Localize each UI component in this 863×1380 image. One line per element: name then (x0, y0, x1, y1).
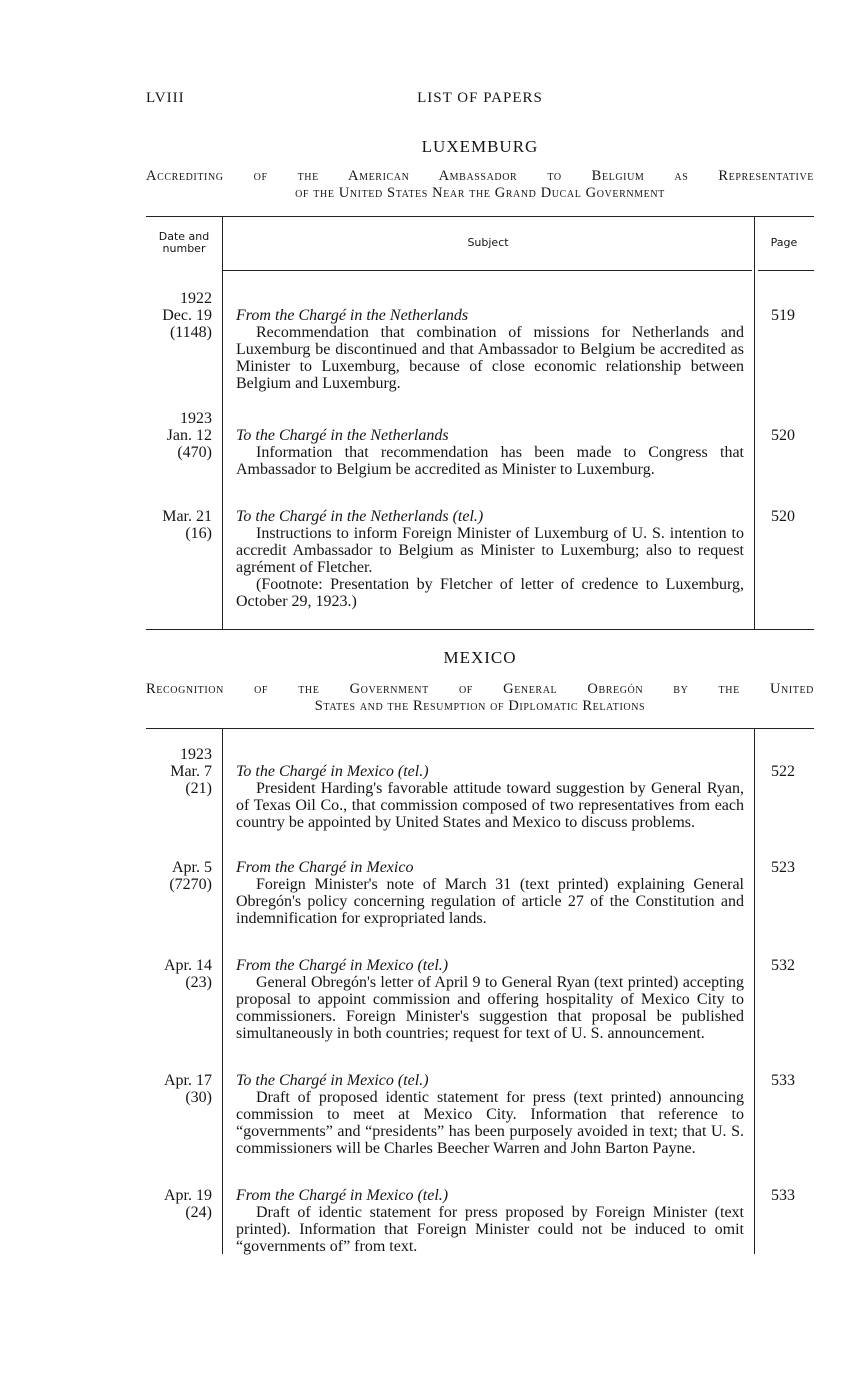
entry-subject: From the Chargé in Mexico (tel.) General Obregón's letter of April 9 to General Ryan (text printed) accepting proposal to appoint commission and offering hospitality of Mexico City to commissioners. Foreign Minister's suggestion that proposal be published simultaneously in both countries; request for text of U. S. announcement. (236, 957, 744, 1042)
column-divider (222, 217, 223, 629)
section-title-mexico (146, 681, 814, 715)
entry-page: 519 (771, 307, 795, 324)
entry-subject: From the Chargé in Mexico (tel.) Draft of identic statement for press proposed by Foreign Minister (text printed). Information that Foreign Minister could not be induced to omit “governments of” from text. (236, 1187, 744, 1255)
column-header-page: Page (770, 236, 798, 249)
entry-subject: To the Chargé in the Netherlands (tel.) Instructions to inform Foreign Minister of Luxemburg of U. S. intention to accredit Ambassador to Belgium as Minister to Luxemburg; also to request agrément of Fletcher. (Footnote: Presentation by Fletcher of letter of credence to Luxemburg, October 29, 1923.) (236, 508, 744, 610)
entry-date: Apr. 5 (7270) (169, 859, 212, 893)
entry-date: 1923 Jan. 12 (470) (166, 410, 212, 461)
running-head (146, 90, 814, 112)
entry-subject: From the Chargé in the Netherlands Recommendation that combination of missions for Netherlands and Luxemburg be discontinued and that Ambassador to Belgium be accredited as Minister to Luxemburg, because of close economic relationship between Belgium and Luxemburg. (236, 307, 744, 392)
entry-page: 522 (771, 763, 795, 780)
entry-date: Apr. 14 (23) (164, 957, 212, 991)
entry-date: Apr. 19 (24) (164, 1187, 212, 1221)
country-heading-mexico: MEXICO (443, 648, 517, 667)
header-bottom-rule (758, 270, 814, 271)
entry-subject: To the Chargé in Mexico (tel.) Draft of proposed identic statement for press (text printed) announcing commission to meet at Mexico City. Information that reference to “governments” and “presidents” has been purposely avoided in text; that U. S. commissioners will be Charles Beecher Warren and John Barton Payne. (236, 1072, 744, 1157)
table-top-rule (146, 728, 814, 729)
running-title: LIST OF PAPERS (417, 90, 543, 106)
entry-page: 532 (771, 957, 795, 974)
section-title-line: of the United States Near the Grand Ducal Government (295, 185, 665, 201)
table-bottom-rule (146, 629, 814, 630)
section-title-luxemburg (146, 168, 814, 202)
entry-subject: To the Chargé in the Netherlands Information that recommendation has been made to Congress that Ambassador to Belgium be accredited as Minister to Luxemburg. (236, 427, 744, 478)
page-folio: LVIII (146, 90, 185, 106)
entry-subject: To the Chargé in Mexico (tel.) President Harding's favorable attitude toward suggestion by General Ryan, of Texas Oil Co., that commission composed of two representatives from each country be appointed by United States and Mexico to discuss problems. (236, 763, 744, 831)
entry-date: Mar. 21 (16) (162, 508, 212, 542)
column-divider (222, 729, 223, 1254)
entry-page: 533 (771, 1072, 795, 1089)
section-title-line: States and the Resumption of Diplomatic Relations (314, 698, 646, 714)
entry-footnote: (Footnote: Presentation by Fletcher of letter of credence to Luxemburg, October 29, 1923.) (236, 576, 744, 610)
entry-subject: From the Chargé in Mexico Foreign Minister's note of March 31 (text printed) explaining General Obregón's policy concerning regulation of article 27 of the Constitution and indemnification for expropriated lands. (236, 859, 744, 927)
entry-date: 1922 Dec. 19 (1148) (162, 290, 212, 341)
entry-page: 533 (771, 1187, 795, 1204)
entry-date: Apr. 17 (30) (164, 1072, 212, 1106)
header-bottom-rule (222, 270, 752, 271)
country-heading-luxemburg: LUXEMBURG (421, 137, 539, 156)
section-title-line: Recognition of the Government of General Obregón by the United (146, 681, 814, 697)
table-top-rule (146, 216, 814, 217)
column-header-date: Date and number (158, 230, 210, 255)
column-header-subject: Subject (467, 236, 509, 249)
entry-page: 520 (771, 508, 795, 525)
column-divider (754, 217, 755, 629)
entry-page: 523 (771, 859, 795, 876)
entry-date: 1923 Mar. 7 (21) (170, 746, 212, 797)
column-divider (754, 729, 755, 1254)
section-title-line: Accrediting of the American Ambassador to Belgium as Representative (146, 168, 814, 184)
entry-page: 520 (771, 427, 795, 444)
